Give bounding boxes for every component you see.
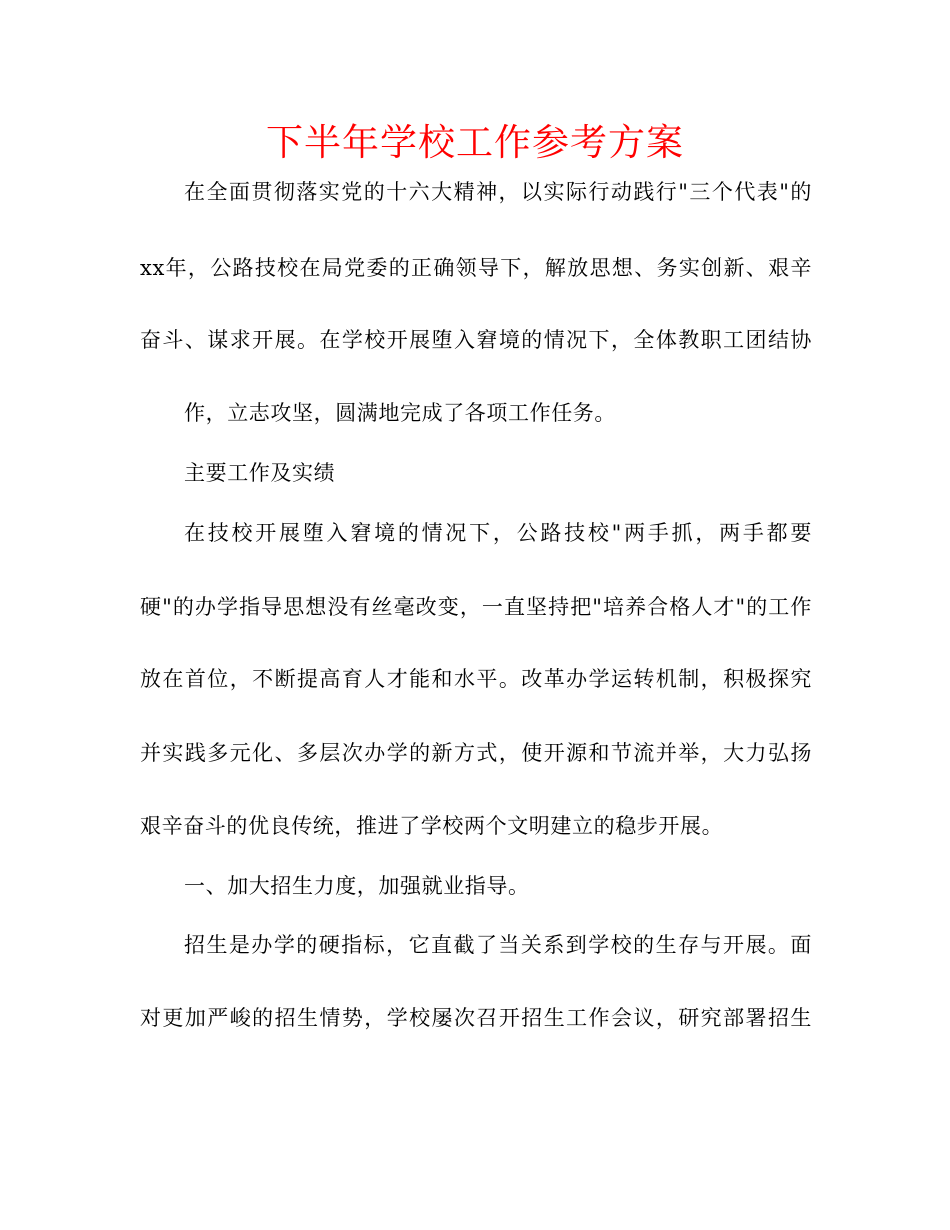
paragraph-line: 在技校开展堕入窘境的情况下，公路技校"两手抓，两手都要 [184,521,812,545]
paragraph-line: 艰辛奋斗的优良传统，推进了学校两个文明建立的稳步开展。 [140,814,724,838]
section-heading: 一、加大招生力度，加强就业指导。 [184,874,530,898]
paragraph-line: 奋斗、谋求开展。在学校开展堕入窘境的情况下，全体教职工团结协 [140,328,812,352]
section-heading: 主要工作及实绩 [184,461,336,485]
paragraph-line: 作，立志攻坚，圆满地完成了各项工作任务。 [184,401,616,425]
paragraph-line: 并实践多元化、多层次办学的新方式，使开源和节流并举，大力弘扬 [140,741,812,765]
paragraph-line: 在全面贯彻落实党的十六大精神，以实际行动践行"三个代表"的 [184,180,812,204]
paragraph-line: 招生是办学的硬指标，它直截了当关系到学校的生存与开展。面 [184,933,812,957]
paragraph-line: 放在首位，不断提高育人才能和水平。改革办学运转机制，积极探究 [140,667,812,691]
paragraph-line: 对更加严峻的招生情势，学校屡次召开招生工作会议，研究部署招生 [140,1006,812,1030]
paragraph-line: xx年，公路技校在局党委的正确领导下，解放思想、务实创新、艰辛 [140,256,812,280]
paragraph-line: 硬"的办学指导思想没有丝毫改变，一直坚持把"培养合格人才"的工作 [140,595,812,619]
document-title: 下半年学校工作参考方案 [266,121,684,164]
